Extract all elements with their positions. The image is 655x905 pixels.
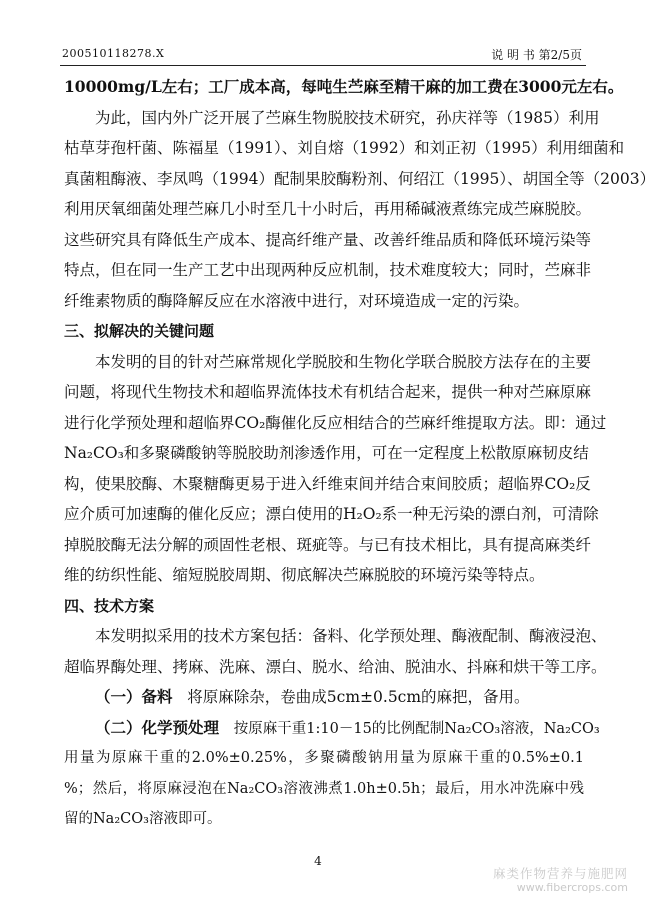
page-info: 第2/5页 xyxy=(538,48,582,62)
header-rule xyxy=(60,65,586,66)
body-line: 纤维素物质的酶降解反应在水溶液中进行，对环境造成一定的污染。 xyxy=(64,291,530,310)
watermark xyxy=(493,867,628,895)
body-line: 问题，将现代生物技术和超临界流体技术有机结合起来，提供一种对苎麻原麻 xyxy=(64,383,592,401)
body-line: %；然后，将原麻浸泡在Na₂CO₃溶液沸煮1.0h±0.5h；最后，用水冲洗麻中残 xyxy=(64,780,584,797)
body-line: 10000mg/L左右；工厂成本高，每吨生苎麻至精干麻的加工费在3000元左右。 xyxy=(64,77,624,96)
step-1-label: （一）备料 xyxy=(95,687,173,706)
step-1-text: 将原麻除杂，卷曲成5cm±0.5cm的麻把，备用。 xyxy=(187,688,530,706)
body-line: 本发明拟采用的技术方案包括：备料、化学预处理、酶液配制、酶液浸泡、 xyxy=(95,627,607,645)
patent-number: 200510118278.X xyxy=(62,47,165,60)
page-number: 4 xyxy=(314,854,322,868)
body-line: 超临界酶处理、拷麻、洗麻、漂白、脱水、给油、脱油水、抖麻和烘干等工序。 xyxy=(64,657,607,676)
body-line: 枯草芽孢杆菌、陈福星（1991）、刘自熔（1992）和刘正初（1995）利用细菌和 xyxy=(64,139,625,157)
watermark-url: www.fibercrops.com xyxy=(516,881,628,894)
body-line: 为此，国内外广泛开展了苎麻生物脱胶技术研究，孙庆祥等（1985）利用 xyxy=(95,108,600,127)
body-line: 维的纺织性能、缩短脱胶周期、彻底解决苎麻脱胶的环境污染等特点。 xyxy=(64,566,545,584)
step-2-line xyxy=(64,713,600,744)
section-heading-4: 四、技术方案 xyxy=(64,596,155,615)
body-line: 真菌粗酶液、李凤鸣（1994）配制果胶酶粉剂、何绍江（1995）、胡国全等（2003） xyxy=(64,169,655,188)
section-heading-3: 三、拟解决的关键问题 xyxy=(64,322,215,340)
header-right xyxy=(491,46,582,63)
body-line: 构，使果胶酶、木聚糖酶更易于进入纤维束间并结合束间胶质；超临界CO₂反 xyxy=(64,474,591,493)
body-line: 本发明的目的针对苎麻常规化学脱胶和生物化学联合脱胶方法存在的主要 xyxy=(95,352,592,371)
watermark-title: 麻类作物营养与施肥网 xyxy=(492,866,628,881)
body-line: 进行化学预处理和超临界CO₂酶催化反应相结合的苎麻纤维提取方法。即：通过 xyxy=(64,413,607,432)
body-line: 特点，但在同一生产工艺中出现两种反应机制，技术难度较大；同时，苎麻非 xyxy=(64,261,592,279)
body-line: 利用厌氧细菌处理苎麻几小时至几十小时后，再用稀碱液煮练完成苎麻脱胶。 xyxy=(64,200,592,218)
body-line: 应介质可加速酶的催化反应；漂白使用的H₂O₂系一种无污染的漂白剂，可清除 xyxy=(64,505,599,523)
step-1-line xyxy=(64,682,584,713)
body-line: 留的Na₂CO₃溶液即可。 xyxy=(64,811,222,827)
body-line: 用量为原麻干重的2.0%±0.25%，多聚磷酸钠用量为原麻干重的0.5%±0.1 xyxy=(64,750,584,766)
body-line: 掉脱胶酶无法分解的顽固性老根、斑疵等。与已有技术相比，具有提高麻类纤 xyxy=(64,535,592,554)
document-type: 说 明 书 xyxy=(491,48,535,62)
body-line: Na₂CO₃和多聚磷酸钠等脱胶助剂渗透作用，可在一定程度上松散原麻韧皮结 xyxy=(64,444,589,462)
document-body xyxy=(64,72,655,835)
body-line: 这些研究具有降低生产成本、提高纤维产量、改善纤维品质和降低环境污染等 xyxy=(64,230,592,249)
step-2-label: （二）化学预处理 xyxy=(95,717,220,737)
step-2-text: 按原麻干重1:10－15的比例配制Na₂CO₃溶液，Na₂CO₃ xyxy=(233,720,600,737)
